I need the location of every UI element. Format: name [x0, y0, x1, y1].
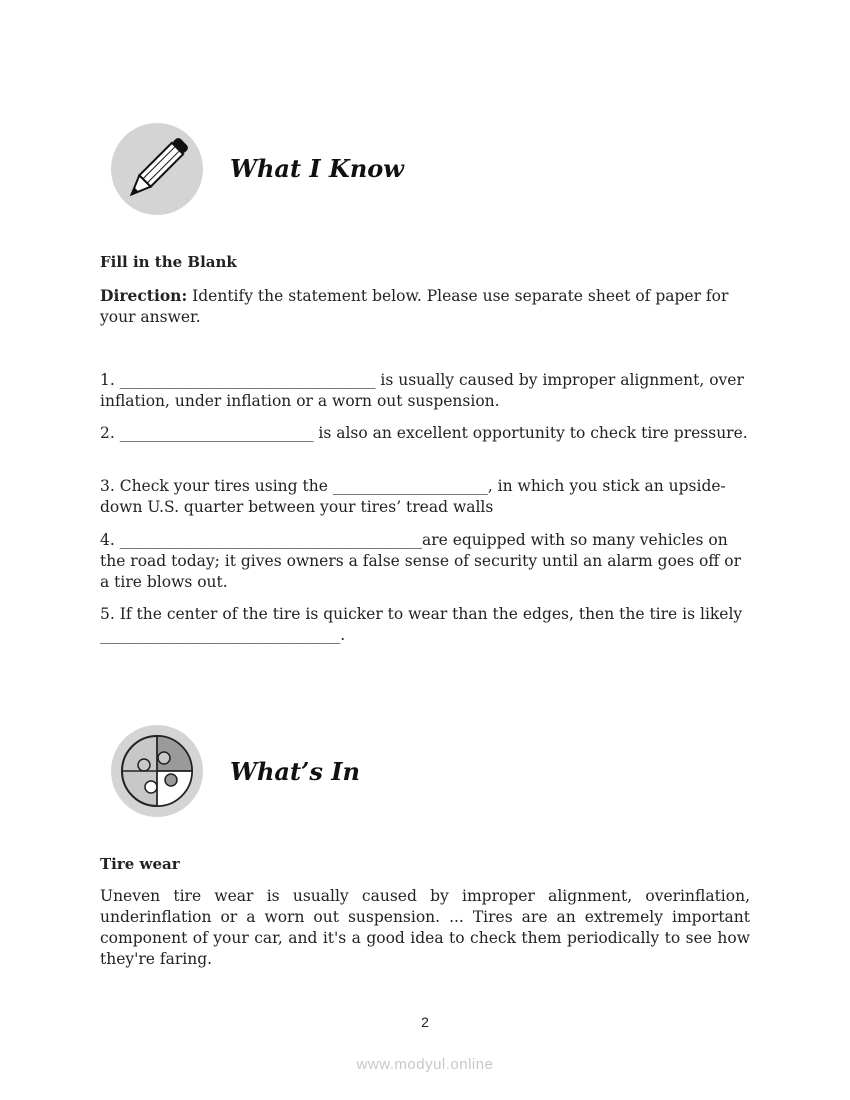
direction-text — [100, 285, 750, 328]
question-5: 5. If the center of the tire is quicker to wear than the edges, then the tire is likely _______________________________. — [100, 605, 743, 644]
question-1: 1. _________________________________ is usually caused by improper alignment, over inflation, under inflation or a worn out suspension. — [100, 371, 744, 410]
watermark: www.modyul.online — [356, 1056, 494, 1073]
question-2: 2. _________________________ is also an excellent opportunity to check tire pressure. — [100, 424, 748, 442]
subheading-fill-in-the-blank: Fill in the Blank — [100, 253, 237, 271]
section-heading-whats-in: What’s In — [230, 757, 360, 786]
section-heading-what-i-know: What I Know — [230, 154, 404, 183]
tire-wear-paragraph: Uneven tire wear is usually caused by improper alignment, overinflation, underinflation or a worn out suspension. ... Tires are an extremely important component of your car, and it's a good idea to check them periodically to see how they're faring. — [100, 887, 750, 968]
page-number: 2 — [421, 1014, 429, 1030]
subheading-tire-wear: Tire wear — [100, 855, 180, 873]
pencil-icon — [111, 123, 203, 215]
direction-label: Direction: — [100, 286, 188, 305]
puzzle-icon — [111, 725, 203, 817]
question-3: 3. Check your tires using the ____________________, in which you stick an upside-down U.S. quarter between your tires’ tread walls — [100, 477, 726, 516]
direction-body: Identify the statement below. Please use separate sheet of paper for your answer. — [100, 287, 729, 326]
question-4: 4. _______________________________________are equipped with so many vehicles on the road today; it gives owners a false sense of security until an alarm goes off or a tire blows out. — [100, 531, 741, 591]
